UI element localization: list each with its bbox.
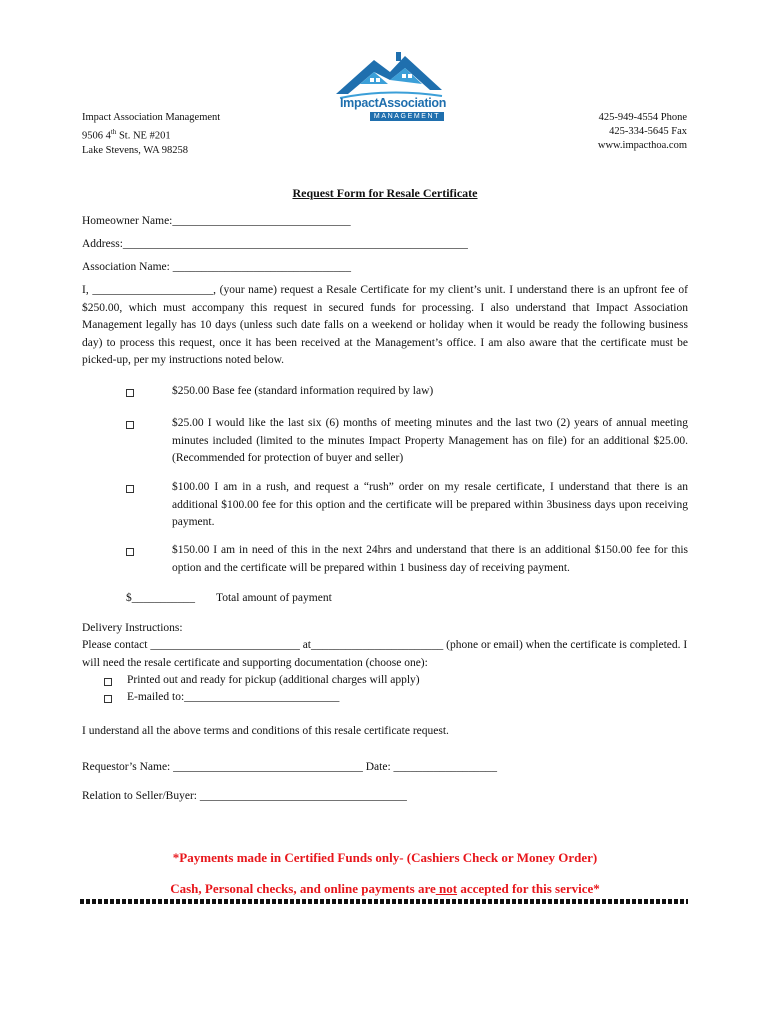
website: www.impacthoa.com — [597, 140, 687, 151]
address-field[interactable]: Address:____________________________________________________________ — [82, 238, 468, 250]
company-logo — [330, 44, 448, 128]
logo-sub-text: MANAGEMENT — [373, 113, 441, 120]
total-amount-label: Total amount of payment — [216, 592, 332, 604]
association-name-field[interactable]: Association Name: _______________________________ — [82, 261, 351, 273]
payment-notice: *Payments made in Certified Funds only- (Cashiers Check or Money Order) — [172, 850, 598, 865]
phone-number: 425-949-4554 Phone — [598, 112, 687, 123]
form-title: Request Form for Resale Certificate — [292, 186, 478, 200]
option-24hr-order: $150.00 I am in need of this in the next 24hrs and understand that there is an additional $150.00 fee for this option and the certificate will be prepared within 1 business day of receiving payment. — [172, 544, 688, 574]
not-emphasis: not — [435, 881, 458, 896]
request-paragraph: I, _____________________, (your name) request a Resale Certificate for my client’s unit. I understand there is an upfront fee of $250.00, which must accompany this request in secured funds for processing. I also understand that Impact Association Management legally has 10 days (unless such date falls on a weekend or holiday when it would be ready the following business day) to process this request, once it has been received at the Management’s office. I am also aware that the certificate must be picked-up, per my instructions noted below. — [82, 284, 688, 366]
logo-sub-bar — [370, 112, 444, 121]
company-address — [82, 111, 220, 158]
delivery-instructions: Please contact __________________________ at_______________________ (phone or email) when the certificate is completed. I will need the resale certificate and supporting documentation (choose one): — [82, 639, 688, 669]
choice-email: E-mailed to:___________________________ — [127, 691, 340, 703]
payment-restriction: Cash, Personal checks, and online payments are not accepted for this service* — [170, 881, 600, 896]
homeowner-name-field[interactable]: Homeowner Name:_______________________________ — [82, 215, 351, 227]
checkbox-meeting-minutes[interactable] — [126, 421, 134, 429]
requestor-name-date-field[interactable]: Requestor’s Name: _________________________________ Date: __________________ — [82, 761, 498, 773]
total-amount-field[interactable]: $___________ — [126, 592, 195, 604]
checkbox-email[interactable] — [104, 695, 112, 703]
fax-number: 425-334-5645 Fax — [609, 126, 687, 137]
company-contact — [570, 111, 687, 153]
option-rush-order: $100.00 I am in a rush, and request a “rush” order on my resale certificate, I understand that there is an additional $100.00 fee for this option and the certificate will be prepared within 3business days upon receiving payment. — [172, 481, 688, 528]
choice-pickup: Printed out and ready for pickup (additional charges will apply) — [127, 674, 420, 686]
option-meeting-minutes: $25.00 I would like the last six (6) months of meeting minutes and the last two (2) years of annual meeting minutes included (limited to the minutes Impact Property Management has on file) for an additional $25.00. (Recommended for protection of buyer and seller) — [172, 417, 688, 464]
city-state-zip: Lake Stevens, WA 98258 — [82, 144, 188, 156]
delivery-heading: Delivery Instructions: — [82, 622, 183, 634]
terms-acknowledgement: I understand all the above terms and conditions of this resale certificate request. — [82, 725, 449, 737]
checkbox-pickup[interactable] — [104, 678, 112, 686]
relation-field[interactable]: Relation to Seller/Buyer: ____________________________________ — [82, 790, 407, 802]
checkbox-base-fee[interactable] — [126, 389, 134, 397]
option-base-fee: $250.00 Base fee (standard information required by law) — [172, 385, 434, 397]
street-address: 9506 4th St. NE #201 — [82, 128, 171, 142]
checkbox-24hr-order[interactable] — [126, 548, 134, 556]
logo-brand-text: ImpactAssociation — [340, 96, 447, 110]
company-name: Impact Association Management — [82, 112, 221, 123]
checkbox-rush-order[interactable] — [126, 485, 134, 493]
dotted-divider — [80, 899, 688, 904]
